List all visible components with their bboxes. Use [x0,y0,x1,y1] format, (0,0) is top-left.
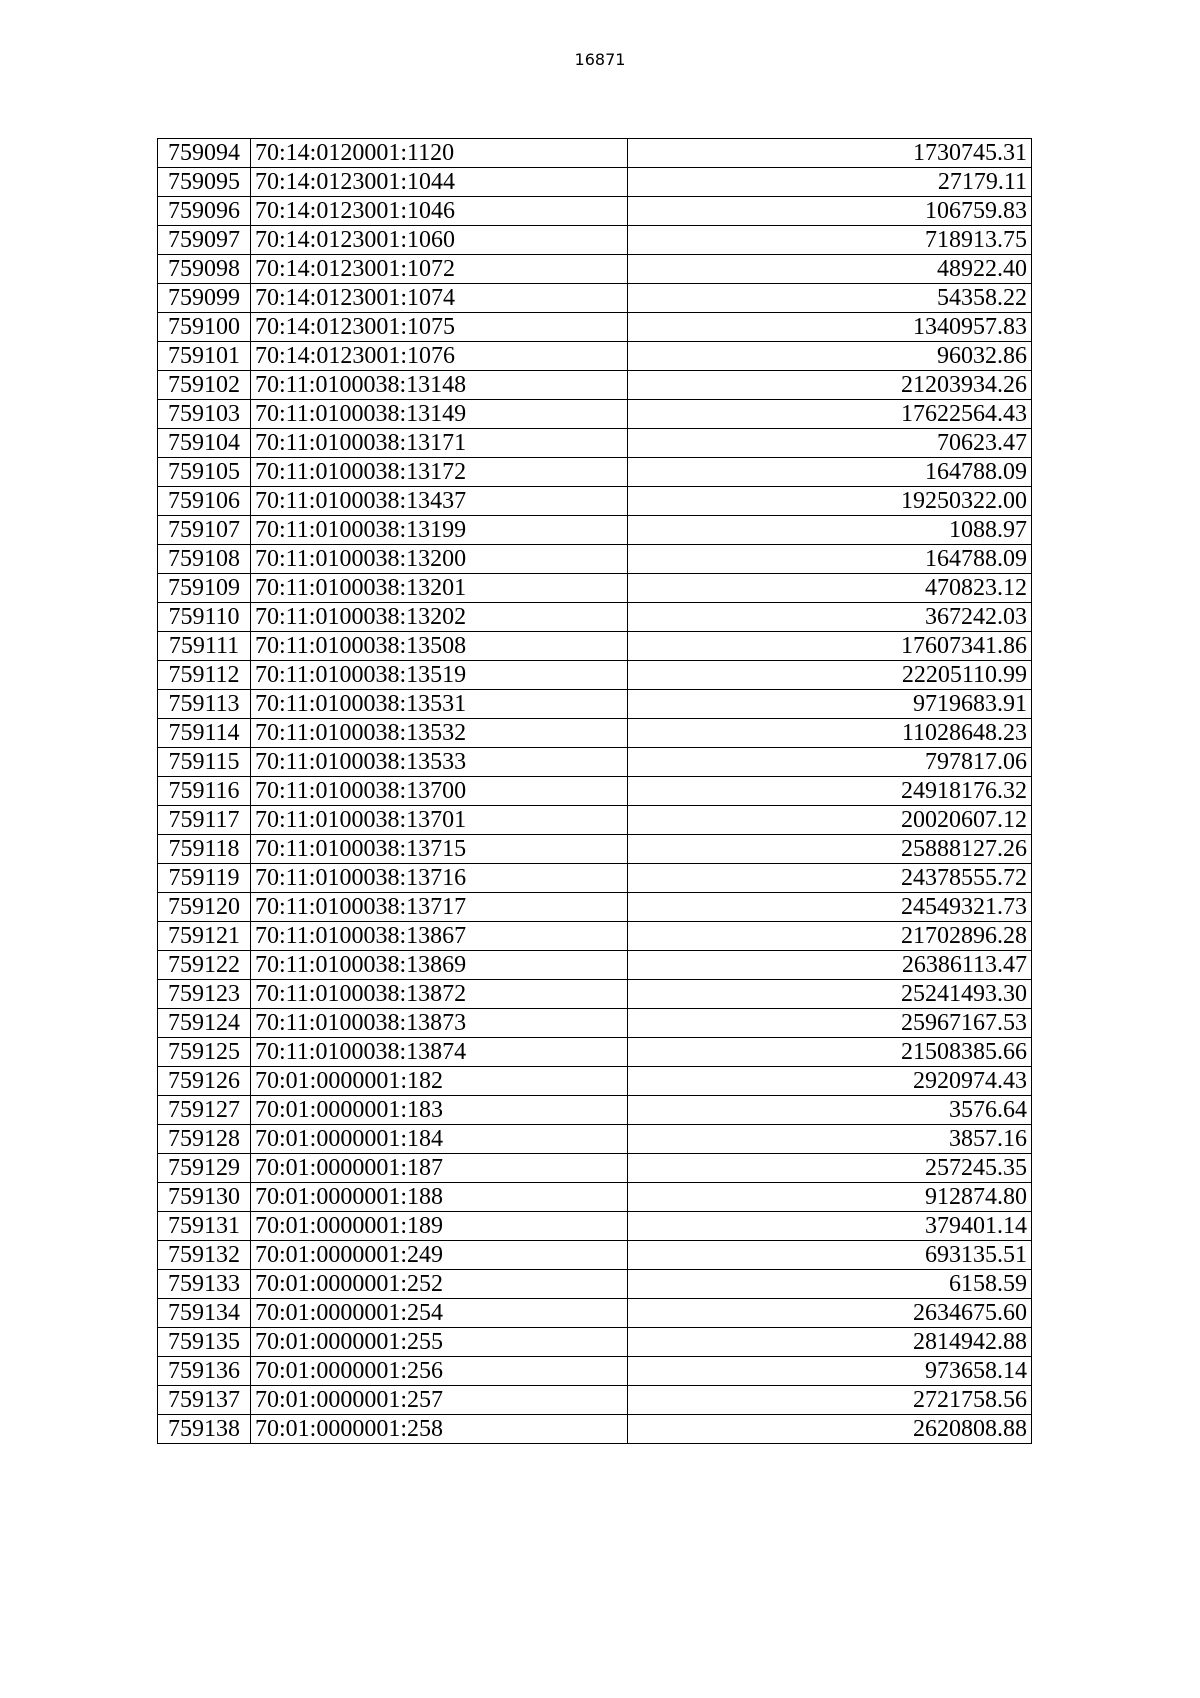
row-number-cell: 759111 [158,632,251,661]
table-row [158,1038,1032,1067]
table-row [158,168,1032,197]
row-number-cell: 759120 [158,893,251,922]
row-number-cell: 759098 [158,255,251,284]
table-row [158,1328,1032,1357]
cadastral-number-cell: 70:11:0100038:13149 [251,400,628,429]
cadastral-number-cell: 70:11:0100038:13508 [251,632,628,661]
table-row [158,632,1032,661]
value-cell: 1340957.83 [628,313,1032,342]
row-number-cell: 759096 [158,197,251,226]
row-number-cell: 759101 [158,342,251,371]
cadastral-number-cell: 70:01:0000001:183 [251,1096,628,1125]
cadastral-number-cell: 70:11:0100038:13701 [251,806,628,835]
value-cell: 24918176.32 [628,777,1032,806]
value-cell: 26386113.47 [628,951,1032,980]
value-cell: 2814942.88 [628,1328,1032,1357]
table-row [158,284,1032,313]
row-number-cell: 759133 [158,1270,251,1299]
cadastral-number-cell: 70:11:0100038:13171 [251,429,628,458]
cadastral-number-cell: 70:11:0100038:13869 [251,951,628,980]
cadastral-number-cell: 70:11:0100038:13172 [251,458,628,487]
row-number-cell: 759118 [158,835,251,864]
cadastral-number-cell: 70:11:0100038:13717 [251,893,628,922]
table-row [158,835,1032,864]
table-row [158,1096,1032,1125]
row-number-cell: 759117 [158,806,251,835]
table-row [158,313,1032,342]
cadastral-number-cell: 70:01:0000001:182 [251,1067,628,1096]
value-cell: 3857.16 [628,1125,1032,1154]
table-row [158,139,1032,168]
value-cell: 17622564.43 [628,400,1032,429]
row-number-cell: 759106 [158,487,251,516]
row-number-cell: 759107 [158,516,251,545]
table-row [158,1067,1032,1096]
value-cell: 25888127.26 [628,835,1032,864]
cadastral-number-cell: 70:01:0000001:188 [251,1183,628,1212]
table-row [158,1386,1032,1415]
value-cell: 17607341.86 [628,632,1032,661]
table-row [158,255,1032,284]
value-cell: 106759.83 [628,197,1032,226]
value-cell: 797817.06 [628,748,1032,777]
table-row [158,1183,1032,1212]
cadastral-number-cell: 70:14:0123001:1044 [251,168,628,197]
table-row [158,719,1032,748]
cadastral-number-cell: 70:01:0000001:184 [251,1125,628,1154]
cadastral-number-cell: 70:11:0100038:13715 [251,835,628,864]
table-row [158,197,1032,226]
row-number-cell: 759122 [158,951,251,980]
value-cell: 164788.09 [628,545,1032,574]
cadastral-number-cell: 70:01:0000001:258 [251,1415,628,1444]
row-number-cell: 759105 [158,458,251,487]
value-cell: 96032.86 [628,342,1032,371]
value-cell: 21203934.26 [628,371,1032,400]
value-cell: 9719683.91 [628,690,1032,719]
table-row [158,922,1032,951]
cadastral-number-cell: 70:11:0100038:13716 [251,864,628,893]
table-row [158,603,1032,632]
cadastral-number-cell: 70:11:0100038:13874 [251,1038,628,1067]
table-row [158,226,1032,255]
value-cell: 22205110.99 [628,661,1032,690]
value-cell: 367242.03 [628,603,1032,632]
value-cell: 21702896.28 [628,922,1032,951]
cadastral-number-cell: 70:14:0120001:1120 [251,139,628,168]
table-row [158,342,1032,371]
row-number-cell: 759100 [158,313,251,342]
cadastral-number-cell: 70:11:0100038:13201 [251,574,628,603]
value-cell: 912874.80 [628,1183,1032,1212]
row-number-cell: 759103 [158,400,251,429]
cadastral-number-cell: 70:11:0100038:13873 [251,1009,628,1038]
value-cell: 379401.14 [628,1212,1032,1241]
row-number-cell: 759128 [158,1125,251,1154]
table-row [158,1009,1032,1038]
row-number-cell: 759134 [158,1299,251,1328]
cadastral-number-cell: 70:11:0100038:13437 [251,487,628,516]
row-number-cell: 759109 [158,574,251,603]
row-number-cell: 759124 [158,1009,251,1038]
value-cell: 693135.51 [628,1241,1032,1270]
row-number-cell: 759104 [158,429,251,458]
row-number-cell: 759131 [158,1212,251,1241]
row-number-cell: 759097 [158,226,251,255]
table-row [158,1212,1032,1241]
row-number-cell: 759115 [158,748,251,777]
row-number-cell: 759099 [158,284,251,313]
cadastral-value-table [157,138,1032,1444]
row-number-cell: 759116 [158,777,251,806]
value-cell: 21508385.66 [628,1038,1032,1067]
cadastral-number-cell: 70:01:0000001:187 [251,1154,628,1183]
table-row [158,574,1032,603]
row-number-cell: 759110 [158,603,251,632]
table-row [158,1415,1032,1444]
value-cell: 25967167.53 [628,1009,1032,1038]
row-number-cell: 759113 [158,690,251,719]
value-cell: 19250322.00 [628,487,1032,516]
value-cell: 2721758.56 [628,1386,1032,1415]
cadastral-number-cell: 70:14:0123001:1060 [251,226,628,255]
table-row [158,458,1032,487]
table-row [158,980,1032,1009]
row-number-cell: 759130 [158,1183,251,1212]
cadastral-number-cell: 70:11:0100038:13700 [251,777,628,806]
row-number-cell: 759136 [158,1357,251,1386]
row-number-cell: 759119 [158,864,251,893]
cadastral-number-cell: 70:11:0100038:13531 [251,690,628,719]
cadastral-number-cell: 70:11:0100038:13148 [251,371,628,400]
cadastral-number-cell: 70:11:0100038:13867 [251,922,628,951]
cadastral-number-cell: 70:01:0000001:256 [251,1357,628,1386]
table-row [158,1357,1032,1386]
cadastral-number-cell: 70:11:0100038:13519 [251,661,628,690]
value-cell: 718913.75 [628,226,1032,255]
value-cell: 20020607.12 [628,806,1032,835]
table-row [158,806,1032,835]
value-cell: 24378555.72 [628,864,1032,893]
cadastral-number-cell: 70:01:0000001:249 [251,1241,628,1270]
table-row [158,777,1032,806]
value-cell: 54358.22 [628,284,1032,313]
cadastral-number-cell: 70:14:0123001:1072 [251,255,628,284]
row-number-cell: 759138 [158,1415,251,1444]
table-row [158,951,1032,980]
table-row [158,371,1032,400]
cadastral-number-cell: 70:01:0000001:255 [251,1328,628,1357]
value-cell: 973658.14 [628,1357,1032,1386]
table-body [158,139,1032,1444]
cadastral-number-cell: 70:11:0100038:13202 [251,603,628,632]
row-number-cell: 759114 [158,719,251,748]
cadastral-number-cell: 70:01:0000001:254 [251,1299,628,1328]
table-row [158,690,1032,719]
value-cell: 1730745.31 [628,139,1032,168]
cadastral-number-cell: 70:01:0000001:257 [251,1386,628,1415]
value-cell: 48922.40 [628,255,1032,284]
row-number-cell: 759108 [158,545,251,574]
row-number-cell: 759102 [158,371,251,400]
value-cell: 2634675.60 [628,1299,1032,1328]
value-cell: 70623.47 [628,429,1032,458]
table-row [158,864,1032,893]
row-number-cell: 759094 [158,139,251,168]
cadastral-number-cell: 70:11:0100038:13200 [251,545,628,574]
cadastral-number-cell: 70:14:0123001:1076 [251,342,628,371]
cadastral-number-cell: 70:11:0100038:13533 [251,748,628,777]
value-cell: 1088.97 [628,516,1032,545]
value-cell: 2920974.43 [628,1067,1032,1096]
cadastral-number-cell: 70:14:0123001:1074 [251,284,628,313]
table-row [158,1270,1032,1299]
value-cell: 6158.59 [628,1270,1032,1299]
table-row [158,748,1032,777]
value-cell: 257245.35 [628,1154,1032,1183]
page-number: 16871 [574,50,626,69]
value-cell: 470823.12 [628,574,1032,603]
row-number-cell: 759135 [158,1328,251,1357]
table-row [158,1154,1032,1183]
table-row [158,545,1032,574]
row-number-cell: 759121 [158,922,251,951]
row-number-cell: 759123 [158,980,251,1009]
row-number-cell: 759132 [158,1241,251,1270]
row-number-cell: 759129 [158,1154,251,1183]
value-cell: 3576.64 [628,1096,1032,1125]
cadastral-number-cell: 70:01:0000001:189 [251,1212,628,1241]
value-cell: 2620808.88 [628,1415,1032,1444]
cadastral-number-cell: 70:14:0123001:1075 [251,313,628,342]
table-row [158,429,1032,458]
cadastral-number-cell: 70:11:0100038:13872 [251,980,628,1009]
cadastral-number-cell: 70:14:0123001:1046 [251,197,628,226]
table-row [158,400,1032,429]
table-row [158,516,1032,545]
value-cell: 164788.09 [628,458,1032,487]
cadastral-number-cell: 70:11:0100038:13532 [251,719,628,748]
row-number-cell: 759137 [158,1386,251,1415]
table-row [158,487,1032,516]
cadastral-number-cell: 70:01:0000001:252 [251,1270,628,1299]
value-cell: 11028648.23 [628,719,1032,748]
value-cell: 24549321.73 [628,893,1032,922]
row-number-cell: 759127 [158,1096,251,1125]
row-number-cell: 759126 [158,1067,251,1096]
row-number-cell: 759112 [158,661,251,690]
cadastral-number-cell: 70:11:0100038:13199 [251,516,628,545]
table-row [158,661,1032,690]
row-number-cell: 759095 [158,168,251,197]
value-cell: 25241493.30 [628,980,1032,1009]
table-row [158,893,1032,922]
table-row [158,1125,1032,1154]
value-cell: 27179.11 [628,168,1032,197]
table-row [158,1241,1032,1270]
table-row [158,1299,1032,1328]
row-number-cell: 759125 [158,1038,251,1067]
